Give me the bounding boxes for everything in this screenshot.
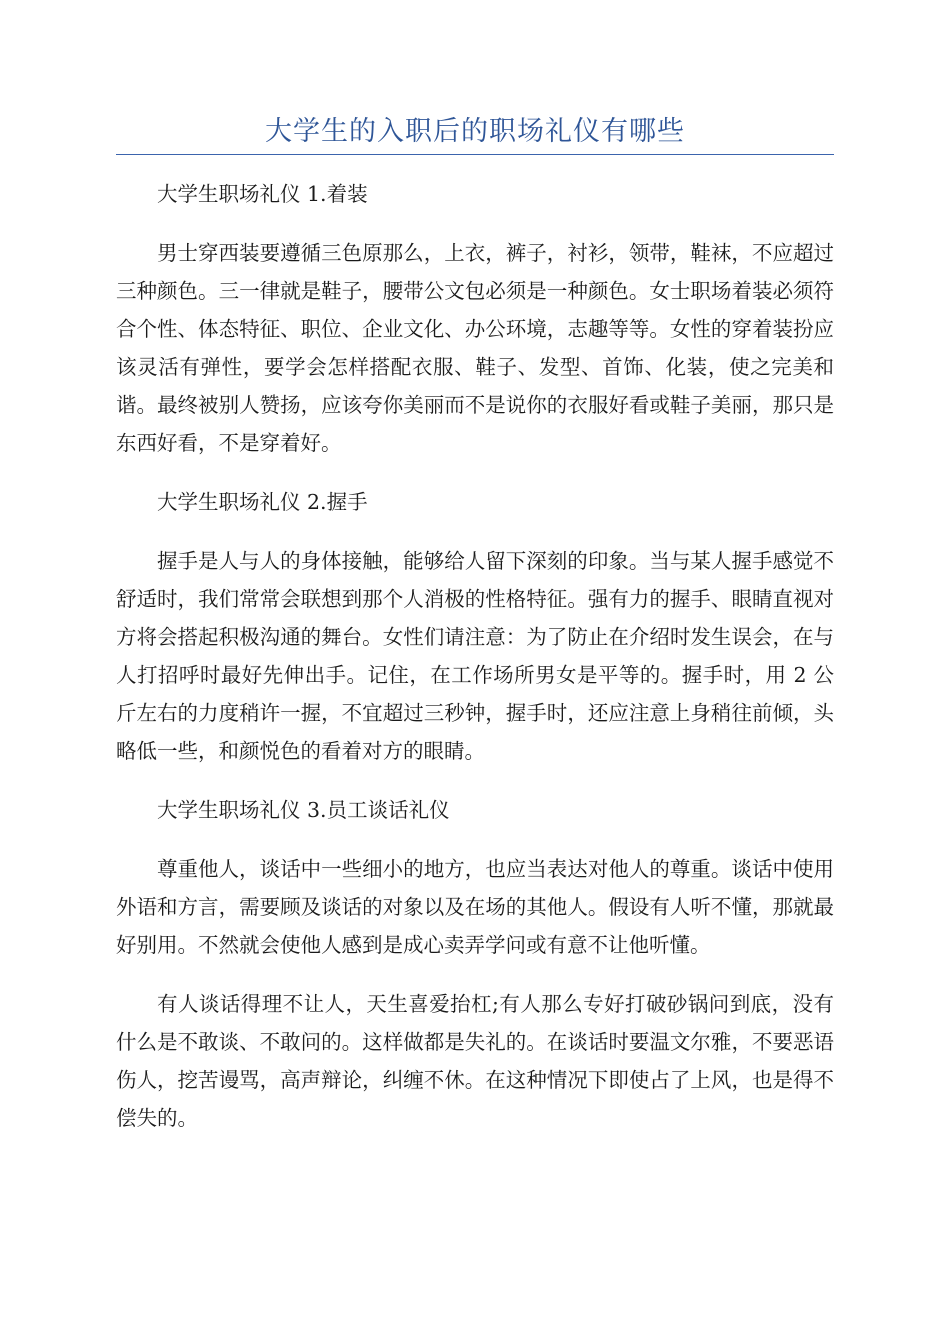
document-body	[116, 175, 834, 1158]
paragraph-conversation-respect: 尊重他人，谈话中一些细小的地方，也应当表达对他人的尊重。谈话中使用外语和方言，需要顾及谈话的对象以及在场的其他人。假设有人听不懂，那就最好别用。不然就会使他人感到是成心卖弄学问或有意不让他听懂。	[116, 857, 834, 957]
section-heading-conversation: 大学生职场礼仪 3.员工谈话礼仪	[157, 798, 450, 822]
paragraph-conversation-manners: 有人谈话得理不让人，天生喜爱抬杠;有人那么专好打破砂锅问到底，没有什么是不敢谈、不敢问的。这样做都是失礼的。在谈话时要温文尔雅，不要恶语伤人，挖苦谩骂，高声辩论，纠缠不休。在这种情况下即使占了上风，也是得不偿失的。	[116, 992, 834, 1130]
section-heading-handshake: 大学生职场礼仪 2.握手	[157, 490, 368, 514]
section-heading-attire: 大学生职场礼仪 1.着装	[157, 182, 368, 206]
page-title: 大学生的入职后的职场礼仪有哪些	[265, 116, 685, 147]
title-underline	[116, 154, 834, 155]
paragraph-attire: 男士穿西装要遵循三色原那么，上衣，裤子，衬衫，领带，鞋袜，不应超过三种颜色。三一律就是鞋子，腰带公文包必须是一种颜色。女士职场着装必须符合个性、体态特征、职位、企业文化、办公环境，志趣等等。女性的穿着装扮应该灵活有弹性，要学会怎样搭配衣服、鞋子、发型、首饰、化装，使之完美和谐。最终被别人赞扬，应该夸你美丽而不是说你的衣服好看或鞋子美丽，那只是东西好看，不是穿着好。	[116, 241, 834, 455]
paragraph-handshake: 握手是人与人的身体接触，能够给人留下深刻的印象。当与某人握手感觉不舒适时，我们常常会联想到那个人消极的性格特征。强有力的握手、眼睛直视对方将会搭起积极沟通的舞台。女性们请注意：为了防止在介绍时发生误会，在与人打招呼时最好先伸出手。记住，在工作场所男女是平等的。握手时，用 2 公斤左右的力度稍许一握，不宜超过三秒钟，握手时，还应注意上身稍往前倾，头略低一些，和颜悦色的看着对方的眼睛。	[116, 549, 834, 763]
